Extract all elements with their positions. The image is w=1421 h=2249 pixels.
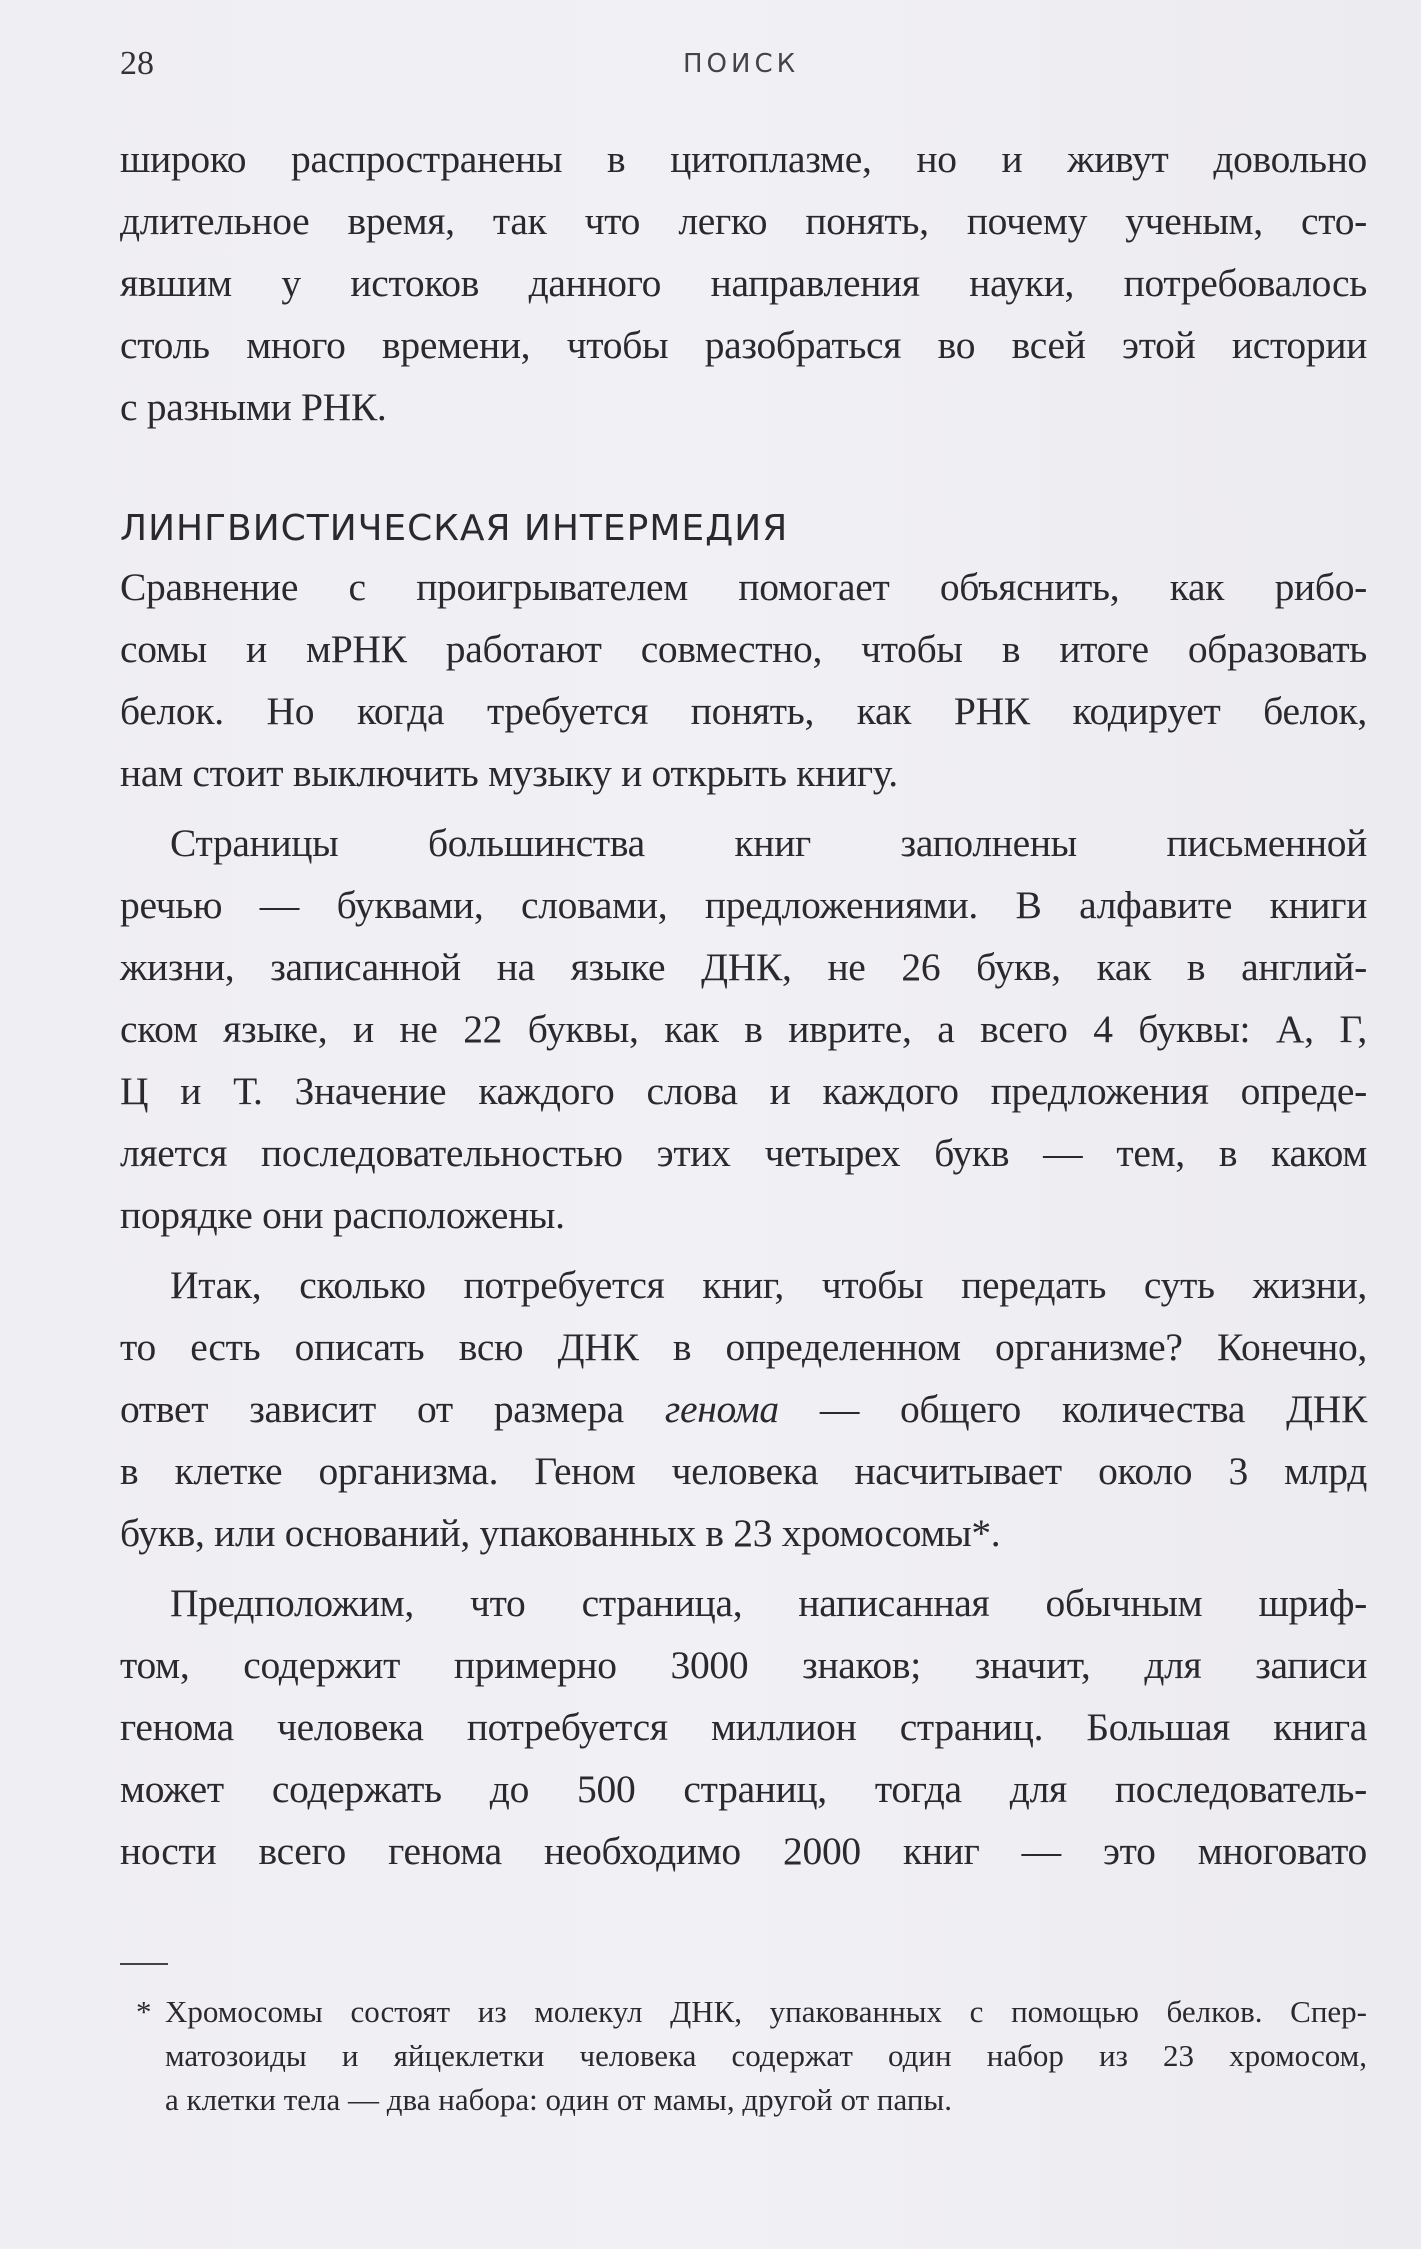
text-line: ляется последовательностью этих четырех букв — тем, в каком [120,1131,1367,1175]
text-line: Предположим, что страница, написанная обычным шриф- [170,1581,1367,1625]
text-line: широко распространены в цитоплазме, но и живут довольно [120,137,1367,181]
text-line: явшим у истоков данного направления науки, потребовалось [120,261,1367,305]
footnote-line: а клетки тела — два набора: один от мамы, другой от папы. [165,2082,952,2117]
text-line: ском языке, и не 22 буквы, как в иврите, а всего 4 буквы: А, Г, [120,1007,1367,1051]
footnote-text [165,1990,1367,2122]
footnote-divider [120,1963,168,1965]
text-segment: ответ зависит от размера [120,1387,665,1431]
text-line [120,1378,1367,1440]
text-line: порядке они расположены. [120,1193,565,1237]
footnote [120,1990,1367,2122]
opening-paragraph [120,128,1367,438]
running-head [120,45,1370,85]
text-line: в клетке организма. Геном человека насчитывает около 3 млрд [120,1449,1367,1493]
page-number: 28 [120,45,154,82]
text-line: генома человека потребуется миллион страниц. Большая книга [120,1705,1367,1749]
footnote-marker: * [136,1994,152,2029]
paragraph-3 [120,1254,1367,1564]
paragraph-1 [120,556,1367,804]
text-line: букв, или оснований, упакованных в 23 хромосомы*. [120,1511,1001,1555]
paragraph-2 [120,812,1367,1246]
text-line: длительное время, так что легко понять, почему ученым, сто- [120,199,1367,243]
italic-term: генома [664,1387,779,1431]
text-line: сомы и мРНК работают совместно, чтобы в итоге образовать [120,627,1367,671]
text-line: том, содержит примерно 3000 знаков; значит, для записи [120,1643,1367,1687]
text-line: Страницы большинства книг заполнены письменной [170,821,1367,865]
body-text [120,128,1367,1882]
text-line: жизни, записанной на языке ДНК, не 26 букв, как в англий- [120,945,1367,989]
text-line: Итак, сколько потребуется книг, чтобы передать суть жизни, [170,1263,1367,1307]
text-segment: — общего количества ДНК [778,1387,1367,1431]
text-line: столь много времени, чтобы разобраться во всей этой истории [120,323,1367,367]
section-title: ПОИСК [683,49,800,79]
text-line: то есть описать всю ДНК в определенном организме? Конечно, [120,1325,1367,1369]
text-line: ности всего генома необходимо 2000 книг — это многовато [120,1829,1367,1873]
footnote-line: матозоиды и яйцеклетки человека содержат один набор из 23 хромосом, [165,2038,1367,2073]
text-line: может содержать до 500 страниц, тогда для последователь- [120,1767,1367,1811]
text-line: нам стоит выключить музыку и открыть книгу. [120,751,898,795]
text-line: белок. Но когда требуется понять, как РНК кодирует белок, [120,689,1367,733]
paragraph-4 [120,1572,1367,1882]
text-line: Сравнение с проигрывателем помогает объяснить, как рибо- [120,565,1367,609]
text-line: Ц и Т. Значение каждого слова и каждого предложения опреде- [120,1069,1367,1113]
footnote-line: Хромосомы состоят из молекул ДНК, упакованных с помощью белков. Спер- [165,1994,1367,2029]
text-line: с разными РНК. [120,385,387,429]
section-heading: ЛИНГВИСТИЧЕСКАЯ ИНТЕРМЕДИЯ [120,508,789,549]
text-line: речью — буквами, словами, предложениями. В алфавите книги [120,883,1367,927]
